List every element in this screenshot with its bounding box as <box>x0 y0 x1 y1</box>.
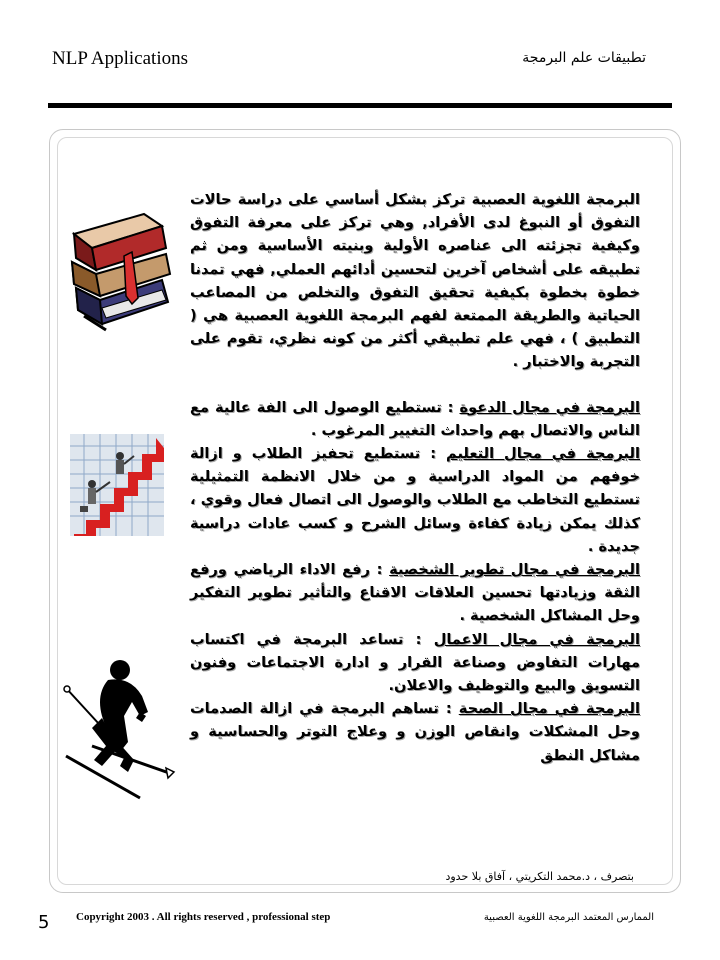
section-personal-development <box>190 558 640 628</box>
section-health <box>190 697 640 767</box>
section-title: البرمجة في مجال الصحة <box>458 700 640 718</box>
section-education <box>190 442 640 558</box>
section-business <box>190 628 640 698</box>
skier-silhouette-clipart <box>62 656 178 802</box>
source-credit: بتصرف ، د.محمد التكريتي ، آفاق بلا حدود <box>445 870 634 883</box>
section-title: البرمجة في مجال التعليم <box>446 445 640 463</box>
section-title: البرمجة في مجال تطوير الشخصية <box>389 561 640 579</box>
section-text: : رفع الاداء الرياضي ورفع الثقة وزيادتها تحسين العلاقات الاقناع والتأثير تطوير التفكير وحل المشاكل الشخصية . <box>190 561 640 625</box>
header-title-arabic: تطبيقات علم البرمجة <box>522 50 646 66</box>
header-rule <box>48 103 672 108</box>
footer-arabic: الممارس المعتمد البرمجة اللغوية العصبية <box>483 912 654 923</box>
copyright-notice: Copyright 2003 . All rights reserved , professional step <box>76 911 331 923</box>
intro-paragraph: البرمجة اللغوية العصبية تركز بشكل أساسي على دراسة حالات التفوق أو النبوغ لدى الأفراد, وهي تركز على معرفة التفوق وكيفية تجزئته الى عناصره الأولية وبنيته الأساسية ومن ثم تطبيقه على أشخاص آخرين لتحسين أدائهم العملي, فهي تمدنا خطوة بخطوة بكيفية تحقيق التفوق والتخلص من المصاعب الحياتية والطريقة الممتعة لفهم البرمجة اللغوية العصبية هي ( التطبيق ) ، فهي علم تطبيقي أكثر من كونه نظري، تقوم على التجربة والاختبار . <box>190 191 640 371</box>
section-title: البرمجة في مجال الاعمال <box>433 630 640 648</box>
page-number: 5 <box>38 912 50 933</box>
section-title: البرمجة في مجال الدعوة <box>459 398 641 416</box>
books-clipart <box>66 212 178 334</box>
section-text: : تساعد البرمجة في اكتساب مهارات التفاوض وصناعة القرار و ادارة الاجتماعات وفنون التسويق والبيع والتوظيف والاعلان. <box>190 630 640 695</box>
header-title-english: NLP Applications <box>52 48 188 69</box>
section-text: : تستطيع تحفيز الطلاب و ازالة خوفهم من المواد الدراسية و من خلال الانظمة التمثيلية تستطيع التخاطب مع الطلاب والوصول الى اتصال فعال وقوي ، كذلك يمكن زيادة كفاءة وسائل الشرح و كسب عادات دراسية جديدة . <box>190 445 640 555</box>
paragraph-gap <box>190 374 640 396</box>
section-text: : تستطيع الوصول الى الفة عالية مع الناس والاتصال بهم واحداث التغيير المرغوب . <box>190 398 640 439</box>
section-text: : تساهم البرمجة في ازالة الصدمات وحل المشكلات وانقاص الوزن و وعلاج التوتر والحساسية و مشاكل النطق <box>190 700 640 764</box>
section-dawa <box>190 396 640 442</box>
stairs-climb-clipart <box>70 434 164 536</box>
article-body <box>190 188 640 767</box>
